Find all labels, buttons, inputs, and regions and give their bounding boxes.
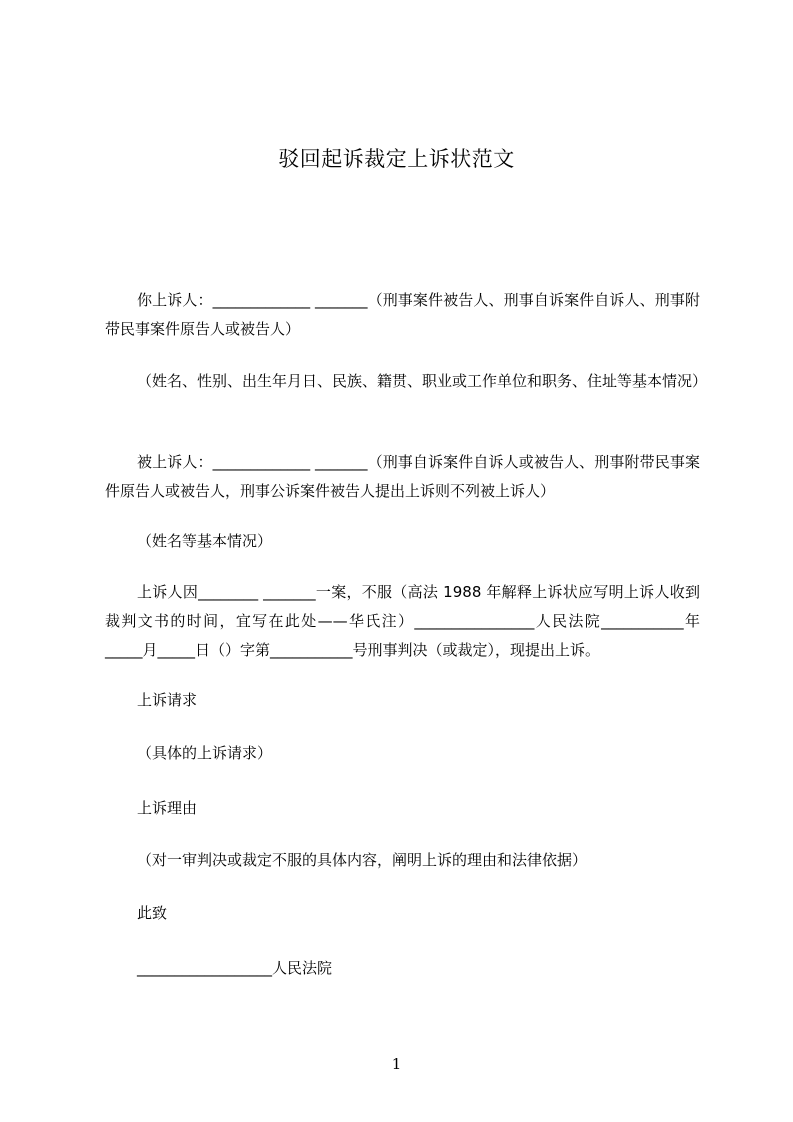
appeal-reason-heading: 上诉理由 bbox=[137, 799, 198, 817]
page-number: 1 bbox=[391, 1055, 402, 1073]
salutation: 此致 bbox=[137, 904, 168, 922]
appeal-request-content: （具体的上诉请求） bbox=[137, 744, 273, 762]
page-title: 驳回起诉裁定上诉状范文 bbox=[278, 147, 515, 171]
appeal-reason-content: （对一审判决或裁定不服的具体内容，阐明上诉的理由和法律依据） bbox=[137, 851, 588, 869]
appellant-paragraph: 你上诉人：_____________ _______（刑事案件被告人、刑事自诉案件自诉人、刑事附带民事案件原告人或被告人） bbox=[105, 291, 700, 338]
appellant-info-paragraph: （姓名、性别、出生年月日、民族、籍贯、职业或工作单位和职务、住址等基本情况） bbox=[137, 372, 708, 390]
case-statement-paragraph: 上诉人因________ _______一案，不服（高法 1988 年解释上诉状应写明上诉人收到裁判文书的时间，宜写在此处——华氏注）________________人民法院___________年_____月_____日（）字第___________号刑事判决（或裁定），现提出上诉。 bbox=[105, 583, 700, 659]
court-line: __________________人民法院 bbox=[137, 959, 333, 977]
appeal-request-heading: 上诉请求 bbox=[137, 691, 198, 709]
appellee-info-paragraph: （姓名等基本情况） bbox=[137, 532, 273, 550]
appellee-paragraph: 被上诉人：_____________ _______（刑事自诉案件自诉人或被告人、刑事附带民事案件原告人或被告人，刑事公诉案件被告人提出上诉则不列被上诉人） bbox=[105, 453, 700, 500]
